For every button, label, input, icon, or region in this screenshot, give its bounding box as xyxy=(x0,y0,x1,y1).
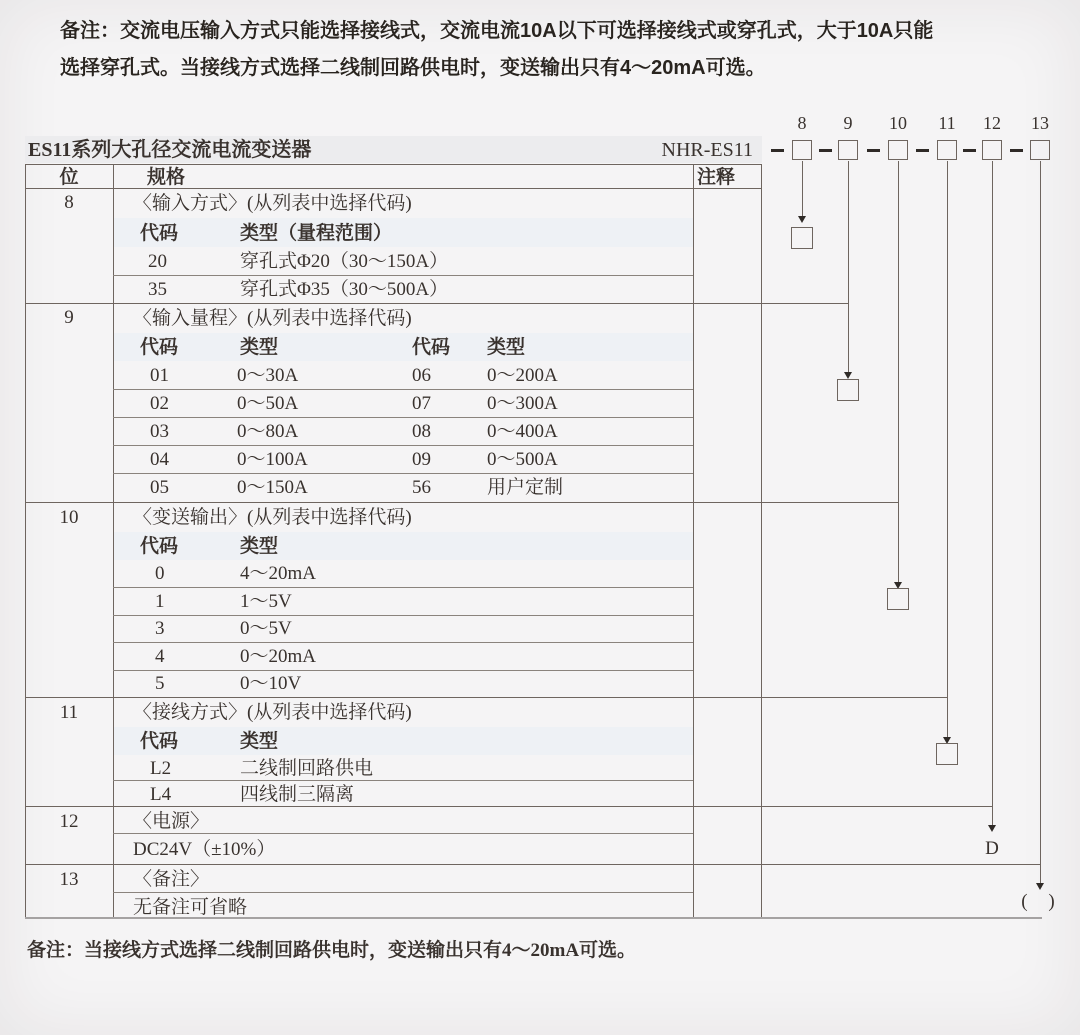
drop-line-8 xyxy=(802,161,803,217)
row11-header-shade xyxy=(113,727,693,755)
code-dash xyxy=(867,149,880,152)
row9-c: 56 xyxy=(412,477,431,498)
drop-line-9 xyxy=(848,161,849,373)
code-dash xyxy=(771,149,784,152)
row10-title: 〈变送输出〉(从列表中选择代码) xyxy=(133,507,412,528)
inner-line xyxy=(113,615,693,616)
col-header-spec: 规格 xyxy=(147,167,186,188)
row10-t: 4～20mA xyxy=(240,563,317,584)
row13-value: 无备注可省略 xyxy=(133,897,248,918)
drop-line-12 xyxy=(992,161,993,826)
code-box-8 xyxy=(792,140,812,160)
row9-col-type1: 类型 xyxy=(240,337,279,358)
col-divider-pos-spec xyxy=(113,164,114,918)
row9-t: 0～200A xyxy=(487,365,558,386)
row9-t: 0～50A xyxy=(237,393,299,414)
row10-c: 5 xyxy=(155,673,165,694)
row-line-header xyxy=(25,188,761,189)
row9-col-code1: 代码 xyxy=(140,337,179,358)
row11-t: 二线制回路供电 xyxy=(240,758,374,779)
inner-line xyxy=(113,417,693,418)
inner-line xyxy=(113,833,693,834)
code-dash xyxy=(963,149,976,152)
row9-c: 01 xyxy=(150,365,169,386)
row-line-12-13 xyxy=(25,864,1040,865)
pos-13: 13 xyxy=(59,869,79,890)
pos-11: 11 xyxy=(59,702,79,723)
row10-header-shade xyxy=(113,532,693,560)
row10-t: 0～10V xyxy=(240,673,302,694)
row10-c: 1 xyxy=(155,591,165,612)
row9-col-code2: 代码 xyxy=(412,337,451,358)
col-divider-spec-note xyxy=(693,164,694,918)
row9-title: 〈输入量程〉(从列表中选择代码) xyxy=(133,308,412,329)
row10-t: 0～20mA xyxy=(240,646,317,667)
row9-t: 0～100A xyxy=(237,449,308,470)
row10-t: 1～5V xyxy=(240,591,292,612)
row10-t: 0～5V xyxy=(240,618,292,639)
row10-c: 3 xyxy=(155,618,165,639)
row10-c: 4 xyxy=(155,646,165,667)
row10-col-type: 类型 xyxy=(240,536,279,557)
row8-type-20: 穿孔式Φ20（30～150A） xyxy=(240,251,449,272)
code-box-12 xyxy=(982,140,1002,160)
top-note-line1: 备注：交流电压输入方式只能选择接线式，交流电流10A以下可选择接线式或穿孔式，大于10A只能 xyxy=(60,20,934,42)
drop-line-13 xyxy=(1040,161,1041,884)
diagram-label-11: 11 xyxy=(938,113,956,133)
inner-line xyxy=(113,780,693,781)
code-dash xyxy=(819,149,832,152)
row8-code-20: 20 xyxy=(148,251,167,272)
pos-9: 9 xyxy=(64,307,74,328)
code-box-13 xyxy=(1030,140,1050,160)
row9-t: 0～500A xyxy=(487,449,558,470)
row9-t: 0～30A xyxy=(237,365,299,386)
row8-col-code: 代码 xyxy=(140,223,179,244)
code-box-11 xyxy=(937,140,957,160)
row11-t: 四线制三隔离 xyxy=(240,784,355,805)
row9-t: 0～150A xyxy=(237,477,308,498)
arrow-down-icon xyxy=(1036,883,1044,890)
row9-t: 用户定制 xyxy=(487,477,564,498)
inner-line xyxy=(113,587,693,588)
row9-c: 03 xyxy=(150,421,169,442)
code-box-10 xyxy=(888,140,908,160)
pos-10: 10 xyxy=(59,507,79,528)
row11-col-type: 类型 xyxy=(240,731,279,752)
row-line-9-10 xyxy=(25,502,898,503)
row9-c: 07 xyxy=(412,393,431,414)
row-line-10-11 xyxy=(25,697,947,698)
inner-line xyxy=(113,473,693,474)
table-border-right xyxy=(761,164,762,918)
row11-c: L4 xyxy=(150,784,172,805)
row9-t: 0～300A xyxy=(487,393,558,414)
arrow-down-icon xyxy=(798,216,806,223)
row9-c: 04 xyxy=(150,449,169,470)
row8-type-35: 穿孔式Φ35（30～500A） xyxy=(240,279,449,300)
inner-line xyxy=(113,670,693,671)
row9-c: 08 xyxy=(412,421,431,442)
diagram-label-10: 10 xyxy=(889,113,907,133)
table-border-left xyxy=(25,164,26,918)
row9-c: 05 xyxy=(150,477,169,498)
row8-title: 〈输入方式〉(从列表中选择代码) xyxy=(133,193,412,214)
target-box-8 xyxy=(791,227,813,249)
row8-code-35: 35 xyxy=(148,279,167,300)
row11-title: 〈接线方式〉(从列表中选择代码) xyxy=(133,702,412,723)
row8-col-type: 类型（量程范围） xyxy=(240,223,393,244)
top-note-line2: 选择穿孔式。当接线方式选择二线制回路供电时，变送输出只有4～20mA可选。 xyxy=(60,57,766,79)
diagram-label-8: 8 xyxy=(797,113,807,133)
arrow-down-icon xyxy=(844,372,852,379)
inner-line xyxy=(113,892,693,893)
diagram-label-9: 9 xyxy=(843,113,853,133)
code-dash xyxy=(1010,149,1023,152)
row-line-8-9 xyxy=(25,303,848,304)
row10-c: 0 xyxy=(155,563,165,584)
row10-col-code: 代码 xyxy=(140,536,179,557)
diagram-label-13: 13 xyxy=(1031,113,1049,133)
arrow-down-icon xyxy=(988,825,996,832)
row9-c: 02 xyxy=(150,393,169,414)
row9-c: 09 xyxy=(412,449,431,470)
row9-col-type2: 类型 xyxy=(487,337,526,358)
row9-t: 0～400A xyxy=(487,421,558,442)
model-code: NHR-ES11 xyxy=(661,139,753,161)
inner-line xyxy=(113,445,693,446)
row8-header-shade xyxy=(113,218,693,247)
pos-12: 12 xyxy=(59,811,79,832)
row12-title: 〈电源〉 xyxy=(133,811,210,832)
inner-line xyxy=(113,275,693,276)
col-header-note: 注释 xyxy=(697,167,736,188)
target-box-9 xyxy=(837,379,859,401)
inner-line xyxy=(113,389,693,390)
target-label-13: ( ) xyxy=(1021,891,1063,912)
row12-value: DC24V（±10%） xyxy=(133,839,276,860)
drop-line-11 xyxy=(947,161,948,738)
target-box-10 xyxy=(887,588,909,610)
pos-8: 8 xyxy=(64,192,74,213)
inner-line xyxy=(113,642,693,643)
row11-c: L2 xyxy=(150,758,172,779)
table-border-top xyxy=(25,164,761,165)
row13-title: 〈备注〉 xyxy=(133,869,210,890)
row9-t: 0～80A xyxy=(237,421,299,442)
col-header-pos: 位 xyxy=(59,167,79,188)
bottom-note: 备注：当接线方式选择二线制回路供电时，变送输出只有4～20mA可选。 xyxy=(27,940,637,961)
code-dash xyxy=(916,149,929,152)
page-title: ES11系列大孔径交流电流变送器 xyxy=(28,139,312,161)
target-label-12: D xyxy=(985,838,999,859)
row-line-11-12 xyxy=(25,806,992,807)
row11-col-code: 代码 xyxy=(140,731,179,752)
target-box-11 xyxy=(936,743,958,765)
diagram-label-12: 12 xyxy=(983,113,1001,133)
row9-c: 06 xyxy=(412,365,431,386)
row9-header-shade xyxy=(113,333,693,361)
code-box-9 xyxy=(838,140,858,160)
drop-line-10 xyxy=(898,161,899,583)
